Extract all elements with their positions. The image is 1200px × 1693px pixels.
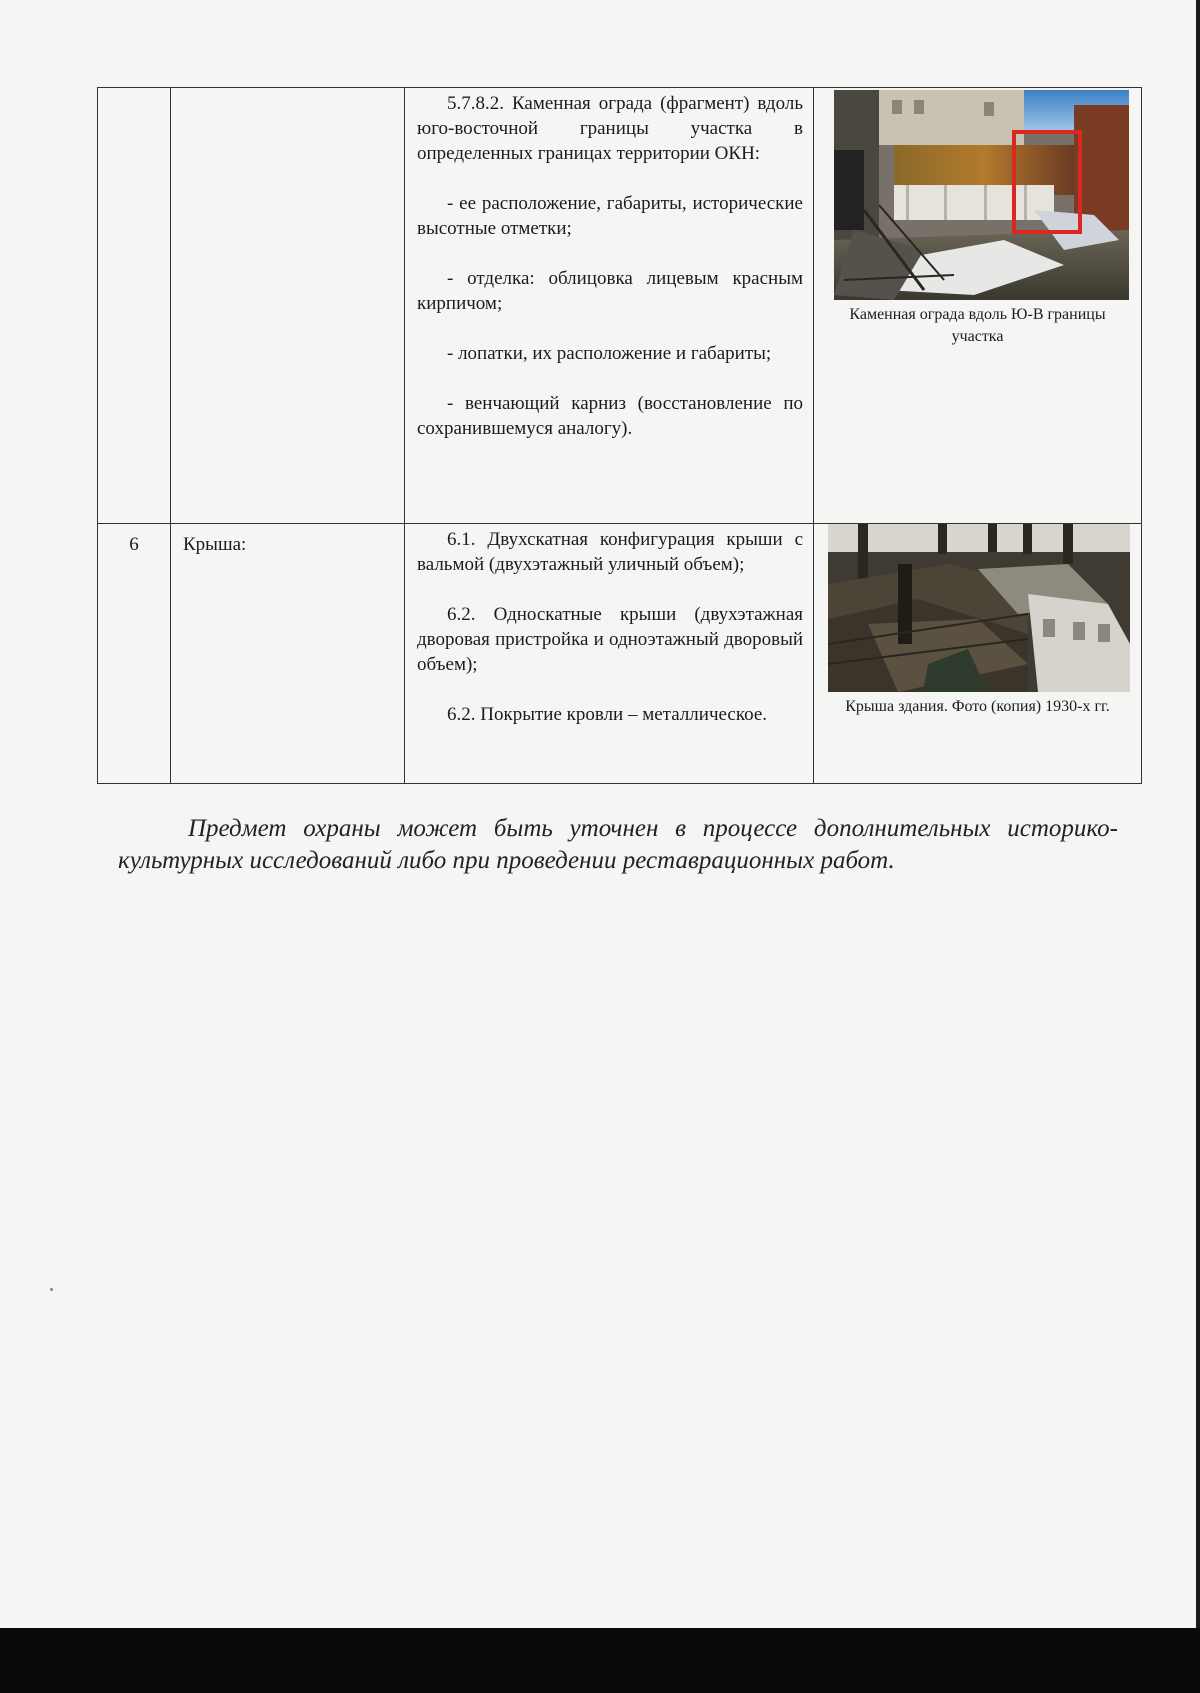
scan-bottom-band bbox=[0, 1628, 1200, 1693]
description-paragraph: - отделка: облицовка лицевым красным кирпичом; bbox=[417, 268, 803, 314]
roof-photo bbox=[828, 524, 1130, 692]
row-name-cell bbox=[171, 88, 405, 524]
description-paragraph: - ее расположение, габариты, исторические высотные отметки; bbox=[417, 193, 803, 239]
description-paragraph: 6.2. Покрытие кровли – металлическое. bbox=[447, 704, 768, 725]
protection-subject-table bbox=[97, 87, 1142, 784]
description-paragraph: 5.7.8.2. Каменная ограда (фрагмент) вдоль юго-восточной границы участка в определенных границах территории ОКН: bbox=[417, 93, 803, 164]
protection-subject-note: Предмет охраны может быть уточнен в процессе дополнительных историко-культурных исследований либо при проведении реставрационных работ. bbox=[118, 815, 1118, 874]
description-paragraph: - лопатки, их расположение и габариты; bbox=[447, 343, 772, 364]
stone-fence-photo bbox=[834, 90, 1129, 300]
photo-caption: Крыша здания. Фото (копия) 1930-х гг. bbox=[845, 698, 1110, 715]
row-name-cell: Крыша: bbox=[171, 524, 405, 784]
roof-photo-image bbox=[828, 524, 1130, 692]
row-number-cell bbox=[98, 88, 171, 524]
row-description-cell bbox=[405, 88, 814, 524]
row-number-cell: 6 bbox=[98, 524, 171, 784]
description-paragraph: - венчающий карниз (восстановление по сохранившемуся аналогу). bbox=[417, 393, 803, 439]
stone-fence-photo-image bbox=[834, 90, 1129, 300]
scan-speck bbox=[50, 1288, 53, 1291]
row-photo-cell bbox=[814, 524, 1142, 784]
table-row bbox=[98, 88, 1142, 524]
photo-caption: Каменная ограда вдоль Ю-В границы участка bbox=[849, 306, 1106, 345]
row-photo-cell bbox=[814, 88, 1142, 524]
description-paragraph: 6.1. Двухскатная конфигурация крыши с вальмой (двухэтажный уличный объем); bbox=[417, 529, 803, 575]
description-paragraph: 6.2. Односкатные крыши (двухэтажная дворовая пристройка и одноэтажный дворовый объем); bbox=[417, 604, 803, 675]
table-row bbox=[98, 524, 1142, 784]
scan-edge bbox=[1196, 0, 1200, 1693]
row-description-cell bbox=[405, 524, 814, 784]
